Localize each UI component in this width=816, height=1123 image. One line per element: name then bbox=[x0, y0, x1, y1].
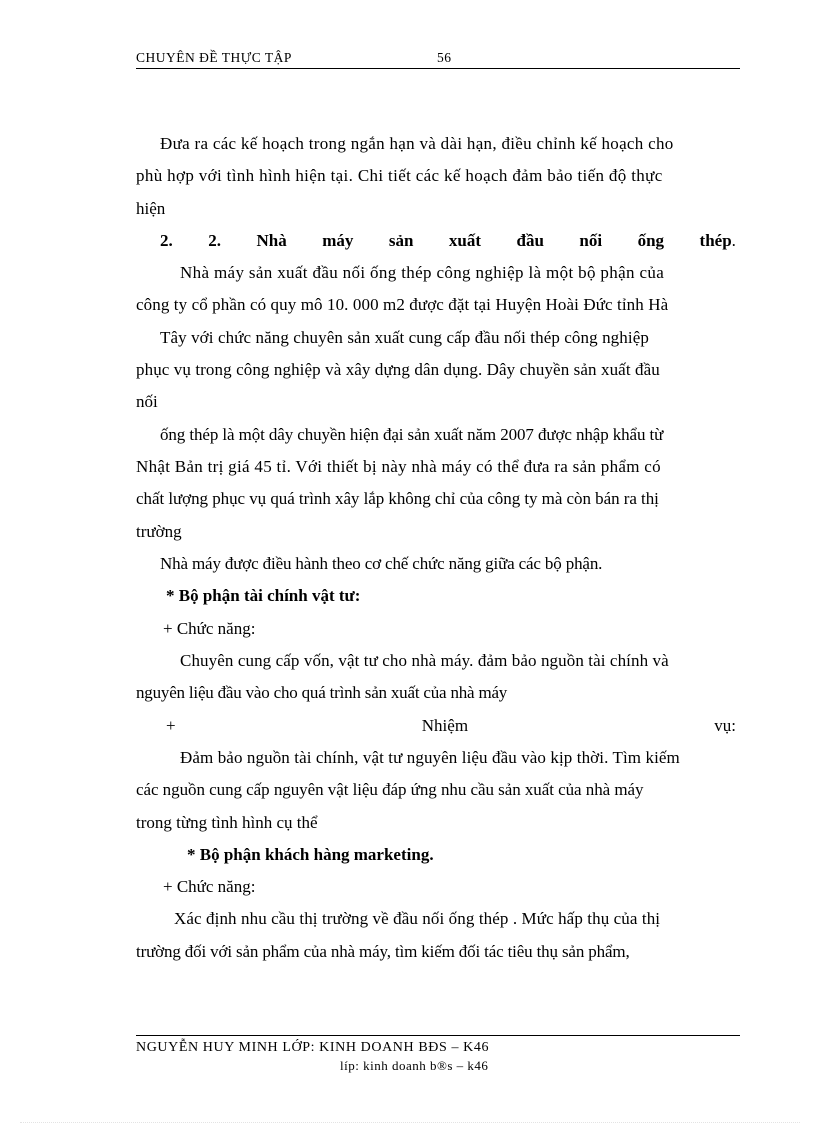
paragraph-line: Nhà máy sản xuất đầu nối ống thép công nghiệp là một bộ phận của bbox=[180, 263, 665, 282]
page-number: 56 bbox=[437, 50, 452, 65]
paragraph-line: trường bbox=[136, 522, 182, 541]
heading-number: 2. bbox=[160, 231, 173, 250]
paragraph-line: nguyên liệu đầu vào cho quá trình sản xuất của nhà máy bbox=[136, 683, 508, 702]
paragraph-line: Tây với chức năng chuyên sản xuất cung cấp đầu nối thép công nghiệp bbox=[160, 328, 649, 347]
footer-author: NGUYỄN HUY MINH LỚP: KINH DOANH BĐS – K46 bbox=[136, 1040, 490, 1055]
heading-word: nối bbox=[579, 231, 603, 250]
heading-word: đầu bbox=[516, 231, 544, 250]
paragraph-line: chất lượng phục vụ quá trình xây lắp không chỉ của công ty mà còn bán ra thị bbox=[136, 489, 659, 508]
paragraph-line: các nguồn cung cấp nguyên vật liệu đáp ứng nhu cầu sản xuất của nhà máy bbox=[136, 780, 644, 799]
paragraph-line: trường đối với sản phẩm của nhà máy, tìm kiếm đối tác tiêu thụ sản phẩm, bbox=[136, 942, 630, 961]
paragraph-line: trong từng tình hình cụ thể bbox=[136, 813, 318, 832]
heading-word: Nhà bbox=[256, 231, 287, 250]
heading-word: thép. bbox=[699, 231, 736, 250]
subsection-heading: * Bộ phận tài chính vật tư: bbox=[166, 586, 361, 605]
header-rule bbox=[136, 68, 740, 69]
label-word: vụ: bbox=[714, 716, 736, 735]
heading-period: . bbox=[731, 231, 736, 250]
list-label bbox=[166, 716, 736, 736]
paragraph-line: Xác định nhu cầu thị trường về đầu nối ống thép . Mức hấp thụ của thị bbox=[174, 909, 661, 928]
heading-word: ống bbox=[637, 231, 665, 250]
paragraph-line: phù hợp với tình hình hiện tại. Chi tiết các kế hoạch đảm bảo tiến độ thực bbox=[136, 166, 663, 185]
heading-word: sản bbox=[388, 231, 414, 250]
header-title: CHUYÊN ĐỀ THỰC TẬP bbox=[136, 50, 292, 65]
label-word: Nhiệm bbox=[421, 716, 469, 735]
heading-number: 2. bbox=[208, 231, 221, 250]
heading-word: xuất bbox=[448, 231, 482, 250]
paragraph-line: Đảm bảo nguồn tài chính, vật tư nguyên liệu đầu vào kịp thời. Tìm kiếm bbox=[180, 748, 680, 767]
list-label: + Chức năng: bbox=[163, 619, 256, 638]
list-label: + Chức năng: bbox=[163, 877, 256, 896]
plus-marker: + bbox=[166, 716, 176, 735]
subsection-heading: * Bộ phận khách hàng marketing. bbox=[187, 845, 434, 864]
paragraph-line: hiện bbox=[136, 199, 166, 218]
paragraph-line: Nhật Bản trị giá 45 tỉ. Với thiết bị này nhà máy có thể đưa ra sản phẩm có bbox=[136, 457, 661, 476]
paragraph-line: Đưa ra các kế hoạch trong ngắn hạn và dài hạn, điều chỉnh kế hoạch cho bbox=[160, 134, 674, 153]
page-header bbox=[136, 50, 740, 70]
section-heading bbox=[160, 231, 736, 251]
paragraph-line: công ty cổ phần có quy mô 10. 000 m2 được đặt tại Huyện Hoài Đức tỉnh Hà bbox=[136, 295, 669, 314]
paragraph-line: Nhà máy được điều hành theo cơ chế chức năng giữa các bộ phận. bbox=[160, 554, 603, 573]
paragraph-line: ống thép là một dây chuyền hiện đại sản xuất năm 2007 được nhập khẩu từ bbox=[160, 425, 664, 444]
paragraph-line: Chuyên cung cấp vốn, vật tư cho nhà máy. đảm bảo nguồn tài chính và bbox=[180, 651, 669, 670]
paragraph-line: nối bbox=[136, 392, 158, 411]
paragraph-line: phục vụ trong công nghiệp và xây dựng dân dụng. Dây chuyền sản xuất đầu bbox=[136, 360, 660, 379]
footer-rule bbox=[136, 1035, 740, 1036]
footer-class: líp: kinh doanh b®s – k46 bbox=[340, 1058, 489, 1073]
heading-word: máy bbox=[322, 231, 354, 250]
